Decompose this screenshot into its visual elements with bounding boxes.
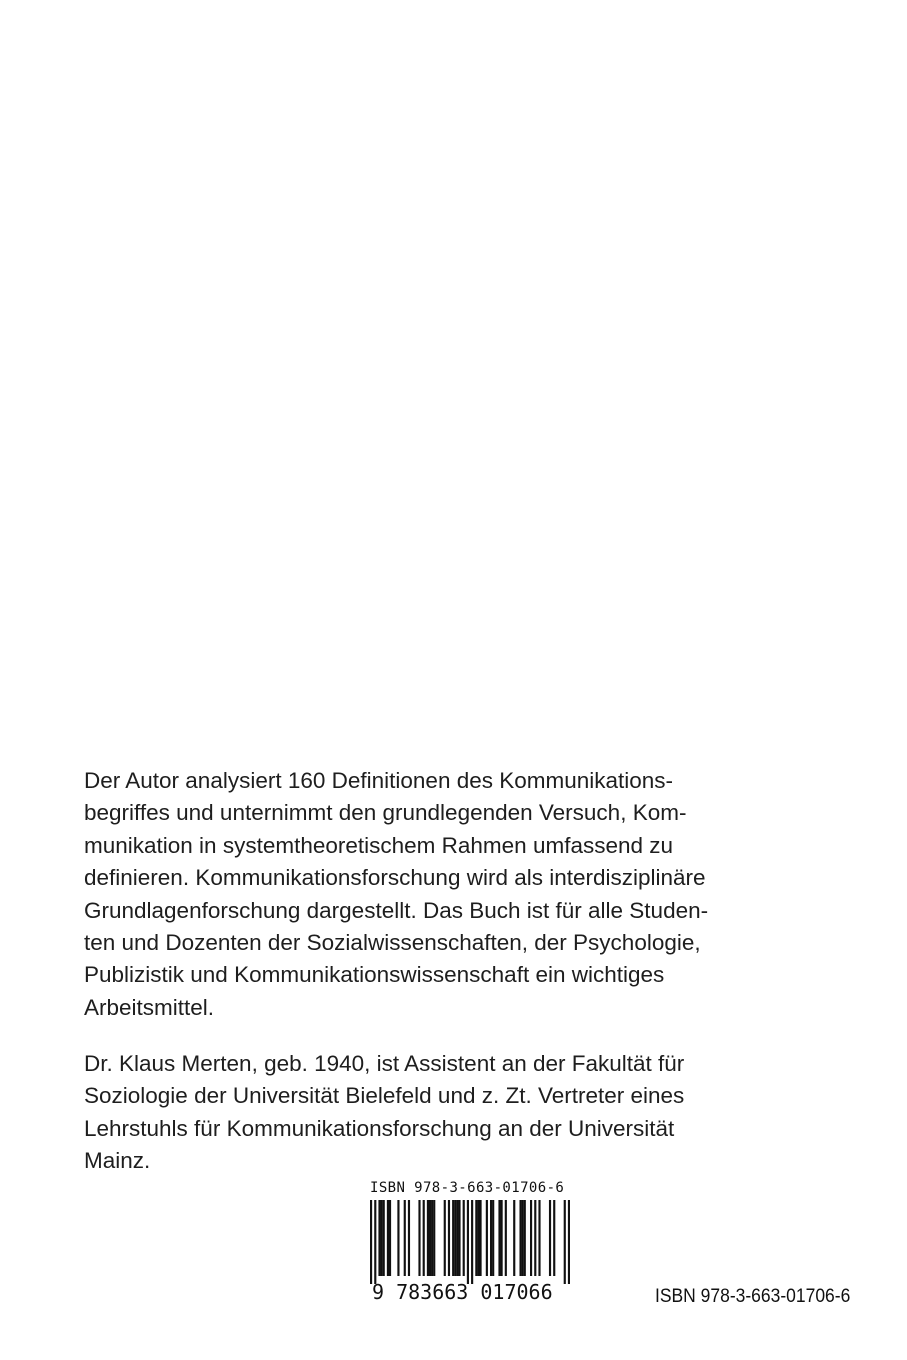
barcode-bar [378, 1200, 380, 1276]
barcode-bar [475, 1200, 477, 1276]
barcode-bar [427, 1200, 429, 1276]
description-line: definieren. Kommunikationsforschung wird als interdisziplinäre [84, 865, 706, 891]
barcode-bar [530, 1200, 532, 1276]
barcode-bar [486, 1200, 488, 1276]
barcode-bar [522, 1200, 524, 1276]
description-line: munikation in systemtheoretischem Rahmen umfassend zu [84, 832, 674, 858]
barcode-bar [549, 1200, 551, 1276]
barcode-bar [501, 1200, 503, 1276]
barcode-bar [429, 1200, 431, 1276]
barcode-bar [568, 1200, 570, 1284]
barcode-bar [498, 1200, 500, 1276]
isbn-label: ISBN 978-3-663-01706-6 [655, 1286, 851, 1307]
barcode-digits: 9 783663 017066 [372, 1280, 553, 1304]
barcode-bar [477, 1200, 479, 1276]
description-line: Arbeitsmittel. [84, 994, 215, 1020]
barcode-bar [524, 1200, 526, 1276]
barcode-bar [381, 1200, 383, 1276]
barcode-bar [444, 1200, 446, 1276]
description-line: Grundlagenforschung dargestellt. Das Buch ist für alle Studen- [84, 897, 709, 923]
barcode-bar [452, 1200, 454, 1276]
barcode-bar [471, 1200, 473, 1284]
barcode-bar [454, 1200, 456, 1276]
bio-line: Mainz. [84, 1148, 151, 1174]
bio-line: Dr. Klaus Merten, geb. 1940, ist Assistent an der Fakultät für [84, 1051, 685, 1076]
bio-line: Soziologie der Universität Bielefeld und z. Zt. Vertreter eines [84, 1083, 685, 1109]
barcode-bar [490, 1200, 492, 1276]
author-bio [84, 1048, 804, 1178]
barcode-bar [538, 1200, 540, 1276]
bio-line: Lehrstuhls für Kommunikationsforschung an der Universität [84, 1115, 675, 1141]
barcode-bar [383, 1200, 385, 1276]
barcode-bar [387, 1200, 389, 1276]
book-description [84, 765, 804, 1024]
barcode-bar [448, 1200, 450, 1276]
description-line: ten und Dozenten der Sozialwissenschaften, der Psychologie, [84, 930, 701, 956]
barcode-bar [404, 1200, 406, 1276]
barcode-bar [553, 1200, 555, 1276]
barcode-bar [423, 1200, 425, 1276]
barcode-bar [374, 1200, 376, 1284]
barcode-bar [513, 1200, 515, 1276]
barcode-bar [389, 1200, 391, 1276]
barcode-bar [408, 1200, 410, 1276]
barcode-isbn-text: ISBN 978-3-663-01706-6 [370, 1180, 565, 1196]
barcode-bar [467, 1200, 469, 1284]
barcode-bar [397, 1200, 399, 1276]
barcode-bar [431, 1200, 433, 1276]
barcode-bar [519, 1200, 521, 1276]
barcode-bar [505, 1200, 507, 1276]
barcode-bar [534, 1200, 536, 1276]
barcode-bar [433, 1200, 435, 1276]
barcode-bar [479, 1200, 481, 1276]
barcode-bar [492, 1200, 494, 1276]
description-line: begriffes und unternimmt den grundlegenden Versuch, Kom- [84, 800, 687, 826]
description-line: Publizistik und Kommunikationswissenschaft ein wichtiges [84, 962, 665, 988]
barcode-bar [418, 1200, 420, 1276]
barcode-bar [458, 1200, 460, 1276]
barcode-bar [370, 1200, 372, 1284]
barcode-bar [463, 1200, 465, 1276]
barcode-bar [564, 1200, 566, 1284]
barcode-bar [456, 1200, 458, 1276]
description-line: Der Autor analysiert 160 Definitionen des Kommunikations- [84, 768, 674, 793]
barcode-bars [370, 1200, 570, 1284]
